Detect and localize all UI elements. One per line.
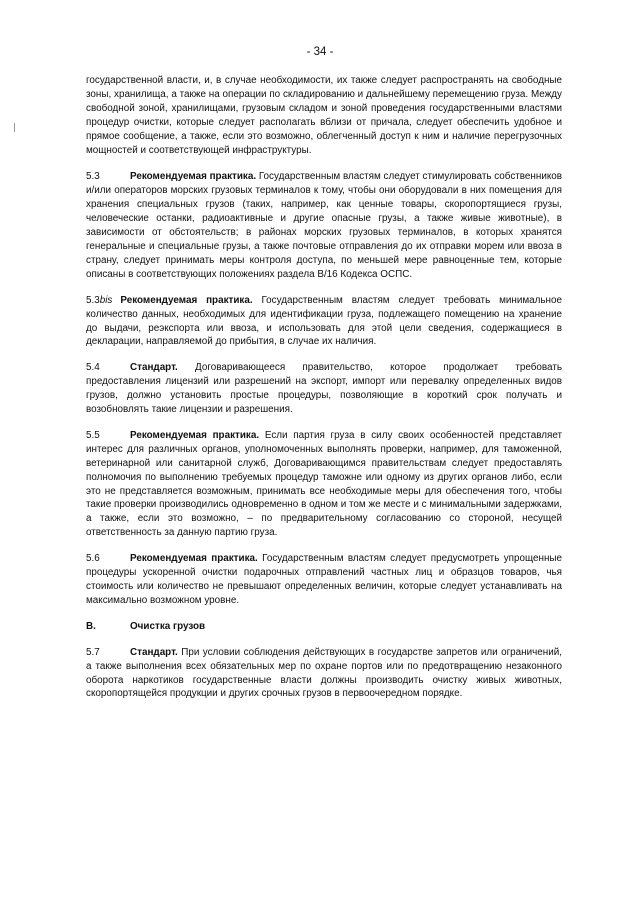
paragraph-number: 5.5 (86, 429, 100, 441)
paragraph-5-3 (86, 170, 562, 281)
paragraph-text: Государственным властям следует предусмотреть упрощенные процедуры ускоренной очистки подарочных отправлений частных лиц и образцов товаров, чья стоимость или количество не превышают определенных величин, которые следует устанавливать на максимально возможном уровне. (86, 553, 563, 606)
paragraph-text: Если партия груза в силу своих особенностей представляет интерес для различных органов, уполномоченных выполнять проверки, например, для таможенной, ветеринарной или санитарной служб, Договаривающимся правительствам следует предоставлять полномочия по выполнению требуемых процедур таможне или одному из других органов либо, если это не представляется возможным, принимать все необходимые меры для обеспечения того, чтобы такие проверки производились одновременно в одном и том же месте и с минимальными задержками, а также, если это возможно, – по предварительному согласованию со стороной, несущей ответственность за данную партию груза. (86, 429, 563, 539)
paragraph-label: Стандарт. (130, 646, 178, 658)
paragraph-text: Государственным властям следует требовать минимальное количество данных, необходимых для идентификации груза, подлежащего помещению на хранение до выдачи, реэкспорта или ввоза, и использовать для этой цели сведения, содержащиеся в декларации, направляемой до прибытия, в случае их наличия. (86, 294, 562, 348)
paragraph-5-6 (86, 552, 562, 608)
paragraph-number-main: 5.3 (86, 294, 100, 306)
paragraph-label: Рекомендуемая практика. (130, 171, 257, 183)
paragraph-number-suffix: bis (99, 294, 113, 306)
section-title: Очистка грузов (130, 620, 206, 632)
paragraph-label: Рекомендуемая практика. (130, 429, 260, 441)
section-heading (86, 620, 562, 634)
paragraph-label: Стандарт. (130, 362, 178, 374)
paragraph-text: Государственным властям следует стимулировать собственников и/или операторов морских грузовых терминалов к тому, чтобы они оборудовали в них помещения для хранения специальных грузов (таких, например, как ценные товары, скоропортящиеся грузы, человеческие останки, радиоактивные и другие опасные грузы, а также живые животные), в зависимости от обстоятельств; в районах морских грузовых терминалов, в которых хранятся генеральные и специальные грузы, а также почтовые отправления до их отправки морем или ввоза в страну, следует принимать меры контроля доступа, по меньшей мере равноценные тем, которые описаны в соответствующих положениях раздела В/16 Кодекса ОСПС. (86, 171, 562, 280)
paragraph-text: Договаривающееся правительство, которое продолжает требовать предоставления лицензий или разрешений на экспорт, импорт или перевалку определенных видов грузов, должно установить простые процедуры, позволяющие в короткий срок получать и возобновлять такие лицензии и разрешения. (86, 362, 562, 416)
margin-mark (14, 123, 15, 132)
paragraph-number: 5.3 (86, 171, 100, 183)
paragraph-5-4 (86, 361, 562, 417)
paragraph-label: Рекомендуемая практика. (120, 294, 253, 306)
paragraph-label: Рекомендуемая практика. (130, 553, 258, 565)
section-letter: B. (86, 620, 96, 632)
page-number: - 34 - (306, 46, 334, 58)
paragraph-number: 5.7 (86, 646, 100, 658)
paragraph-5-3bis (86, 294, 562, 350)
paragraph-number: 5.6 (86, 553, 100, 565)
paragraph-number (86, 294, 112, 308)
paragraph-number: 5.4 (86, 362, 100, 374)
paragraph-5-7 (86, 646, 562, 702)
paragraph-text: При условии соблюдения действующих в государстве запретов или ограничений, а также выполнения всех обязательных мер по охране портов или по предотвращению незаконного оборота наркотиков государственные власти должны производить очистку живых животных, скоропортящейся продукции и других срочных грузов в первоочередном порядке. (86, 646, 562, 700)
intro-paragraph: государственной власти, и, в случае необходимости, их также следует распространять на свободные зоны, хранилища, а также на операции по складированию и дальнейшему перемещению груза. Между свободной зоной, хранилищами, грузовым складом и зоной проведения государственными властями процедур очистки, которые следует располагать вблизи от причала, следует обеспечить удобное и прямое сообщение, а также, если это возможно, облегченный доступ к ним и наличие перегрузочных мощностей и соответствующей инфраструктуры. (86, 75, 562, 156)
document-body (86, 74, 562, 713)
paragraph-5-5 (86, 429, 562, 540)
